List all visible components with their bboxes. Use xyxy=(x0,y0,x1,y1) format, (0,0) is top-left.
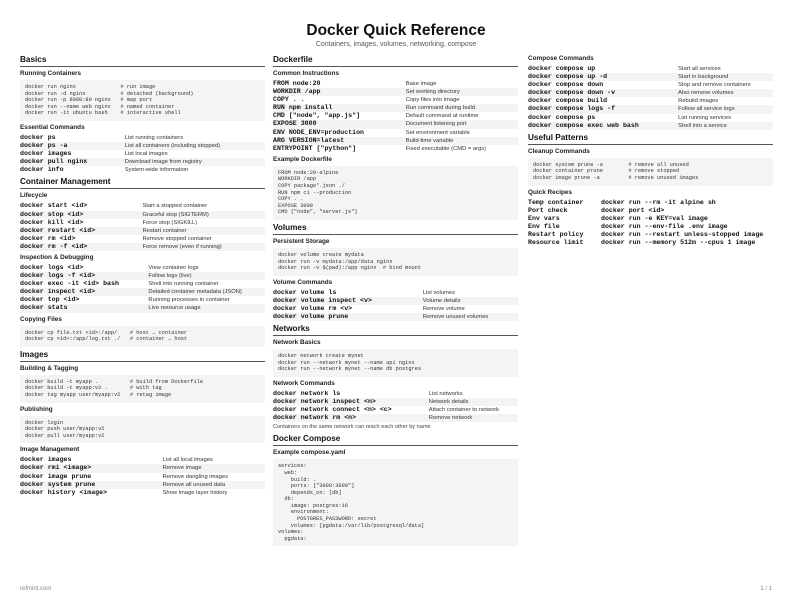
command-row xyxy=(528,105,773,113)
command-description: Graceful stop (SIGTERM) xyxy=(142,211,265,219)
command-description: Document listening port xyxy=(406,120,518,128)
subsection-title: Running Containers xyxy=(20,70,82,77)
subsection-title: Quick Recipes xyxy=(528,188,573,196)
section-networks xyxy=(273,324,518,431)
command-text: docker info xyxy=(20,166,64,174)
command-row xyxy=(273,112,518,120)
command-text: docker rm -f <id> xyxy=(20,243,142,251)
code-block: docker cp file.txt <id>:/app/ # host → container docker cp <id>:/app/log.txt ./ # container → host xyxy=(20,326,265,347)
command-text: docker rmi <image> xyxy=(20,464,163,472)
recipe-row xyxy=(528,207,773,215)
command-text: docker ps xyxy=(20,133,56,141)
subsection-title: Inspection & Debugging xyxy=(20,254,94,261)
command-text: docker network ls xyxy=(273,389,341,397)
command-text: docker rm <id> xyxy=(20,234,76,242)
command-description: Force remove (even if running) xyxy=(142,243,265,251)
command-text: docker inspect <id> xyxy=(20,288,148,296)
recipe-label: Resource limit xyxy=(528,239,584,246)
command-row xyxy=(273,297,518,305)
subsection-title: Persistent Storage xyxy=(273,238,330,245)
command-text: docker volume prune xyxy=(273,313,423,321)
code-block: docker run nginx # run image docker run -d nginx # detached (background) docker run -p 8080:80 nginx # map port docker run --name web nginx # named container docker run -it ubuntu bash # interactive shell xyxy=(20,80,265,121)
section-container-management xyxy=(20,177,265,346)
command-text: ENTRYPOINT ["python"] xyxy=(273,144,357,152)
command-row xyxy=(20,150,265,158)
recipe-row xyxy=(528,239,773,247)
command-description: Volume details xyxy=(423,297,518,305)
recipe-label: Port check xyxy=(528,206,568,214)
section-useful-patterns xyxy=(528,133,773,247)
command-row xyxy=(20,158,265,166)
command-row xyxy=(20,464,265,472)
recipe-command: docker run --memory 512m --cpus 1 image xyxy=(601,239,756,246)
command-row xyxy=(20,272,265,280)
subsection-title: Example Dockerfile xyxy=(273,155,332,163)
command-text: RUN npm install xyxy=(273,104,406,112)
code-block: docker volume create mydata docker run -v mydata:/app/data nginx docker run -v $(pwd):/app nginx # bind mount xyxy=(273,248,518,276)
command-row xyxy=(20,481,265,489)
recipe-row xyxy=(528,199,773,207)
command-description: List running containers xyxy=(124,134,184,141)
code-block: docker system prune -a # remove all unused docker container prune # remove stopped docker image prune -a # remove unused images xyxy=(528,158,773,186)
command-row xyxy=(273,289,518,297)
page-title: Docker Quick Reference xyxy=(306,22,486,39)
command-row xyxy=(20,489,265,497)
command-text: docker ps -a xyxy=(20,142,125,150)
command-description: Attach container to network xyxy=(428,407,500,414)
column-left xyxy=(20,55,265,500)
command-row xyxy=(273,305,518,313)
command-table xyxy=(273,390,518,422)
subsection-title: Essential Commands xyxy=(20,123,85,131)
command-text: ARG VERSION=latest xyxy=(273,137,406,145)
command-description: List all local images xyxy=(162,457,213,464)
command-table xyxy=(20,264,265,313)
command-text: docker compose build xyxy=(528,97,608,105)
command-text: docker image prune xyxy=(20,472,92,480)
command-row xyxy=(20,296,265,304)
command-description: Also remove volumes xyxy=(678,89,773,97)
command-description: Network details xyxy=(429,398,518,406)
subsection-title: Common Instructions xyxy=(273,70,340,77)
section-title: Networks xyxy=(273,324,518,336)
section-compose-commands xyxy=(528,55,773,130)
page-subtitle: Containers, images, volumes, networking, compose xyxy=(315,41,477,48)
command-row xyxy=(20,219,265,227)
command-text: docker system prune xyxy=(20,481,163,489)
command-text: docker history <image> xyxy=(20,488,108,496)
command-text: docker volume inspect <v> xyxy=(273,297,423,305)
command-row xyxy=(20,235,265,243)
code-block: docker build -t myapp . # build from Dockerfile docker build -t myapp:v2 . # with tag docker tag myapp user/myapp:v2 # retag image xyxy=(20,375,265,403)
command-row xyxy=(273,129,518,137)
footer-page-number: 1 / 1 xyxy=(760,586,772,592)
command-table xyxy=(20,202,265,251)
command-description: List volumes xyxy=(422,289,455,296)
command-text: FROM node:20 xyxy=(273,80,321,87)
command-text: docker network connect <n> <c> xyxy=(273,406,392,414)
command-row xyxy=(528,97,773,105)
command-description: Remove image xyxy=(163,464,265,472)
command-row xyxy=(20,227,265,235)
command-description: Follow all service logs xyxy=(678,105,773,113)
command-description: Shell into a service xyxy=(678,122,773,130)
command-row xyxy=(273,80,518,88)
command-description: Start all services xyxy=(678,66,721,72)
command-description: Fixed executable (CMD = args) xyxy=(405,145,487,152)
command-description: Download image from registry xyxy=(125,158,265,166)
command-table xyxy=(528,65,773,130)
footer-site: refmint.com xyxy=(20,586,52,592)
command-row xyxy=(20,134,265,142)
command-row xyxy=(273,96,518,104)
command-description: List local images xyxy=(124,151,168,158)
command-text: docker volume ls xyxy=(273,288,337,296)
subsection-title: Publishing xyxy=(20,405,53,413)
recipe-command: docker run -e KEY=val image xyxy=(601,214,708,222)
section-title: Basics xyxy=(20,55,265,67)
command-row xyxy=(528,122,773,130)
command-text: docker kill <id> xyxy=(20,218,84,226)
command-row xyxy=(528,89,773,97)
recipe-row xyxy=(528,231,773,239)
subsection-title: Example compose.yaml xyxy=(273,449,346,457)
command-text: COPY . . xyxy=(273,96,305,104)
command-table xyxy=(20,134,265,174)
recipe-label: Temp container xyxy=(528,198,584,206)
command-text: docker volume rm <v> xyxy=(273,304,353,312)
recipe-command: docker run --restart unless-stopped image xyxy=(601,230,764,238)
subsection-title: Lifecycle xyxy=(20,192,48,200)
command-row xyxy=(273,88,518,96)
recipe-command: docker run --env-file .env image xyxy=(601,222,728,230)
command-description: Remove stopped container xyxy=(142,235,212,242)
code-block: services: web: build: . ports: ["3000:3000"] depends_on: [db] db: image: postgres:16 environment: POSTGRES_PASSWORD: secret volumes: [pgdata:/var/lib/postgresql/data] volumes: pgdata: xyxy=(273,459,518,546)
command-description: Stop and remove containers xyxy=(678,82,751,89)
command-description: System-wide information xyxy=(124,167,189,174)
command-row xyxy=(273,120,518,128)
command-row xyxy=(20,264,265,272)
command-row xyxy=(273,406,518,414)
command-description: Show image layer history xyxy=(162,489,228,496)
subsection-title: Building & Tagging xyxy=(20,364,79,372)
command-text: CMD ["node", "app.js"] xyxy=(273,112,361,120)
recipe-row xyxy=(528,223,773,231)
command-description: Force stop (SIGKILL) xyxy=(142,219,198,226)
command-text: docker compose exec web bash xyxy=(528,122,678,130)
command-description: Shell into running container xyxy=(148,281,219,288)
recipe-row xyxy=(528,215,773,223)
command-text: docker compose down xyxy=(528,81,604,89)
command-row xyxy=(20,473,265,481)
section-title: Dockerfile xyxy=(273,55,518,67)
command-description: Start a stopped container xyxy=(142,203,208,210)
command-row xyxy=(273,398,518,406)
command-text: docker images xyxy=(20,150,72,158)
command-description: Live resource usage xyxy=(148,304,265,312)
network-note: Containers on the same network can reach each other by name xyxy=(273,424,431,431)
command-text: docker pull nginx xyxy=(20,158,125,166)
command-description: List all containers (including stopped) xyxy=(125,142,265,150)
command-description: Build-time variable xyxy=(406,137,518,145)
section-dockerfile xyxy=(273,55,518,220)
section-title: Useful Patterns xyxy=(528,133,773,145)
command-row xyxy=(20,304,265,312)
command-description: Rebuild images xyxy=(678,98,719,105)
command-text: docker restart <id> xyxy=(20,227,142,235)
command-description: Restart container xyxy=(142,227,265,235)
command-description: Follow logs (live) xyxy=(148,272,265,280)
column-middle xyxy=(273,55,518,549)
section-title: Docker Compose xyxy=(273,434,518,446)
recipe-command: docker port <id> xyxy=(601,206,665,214)
command-description: Remove all unused data xyxy=(163,481,265,489)
command-text: ENV NODE_ENV=production xyxy=(273,128,365,136)
section-title: Volumes xyxy=(273,223,518,235)
code-block: docker login docker push user/myapp:v2 docker pull user/myapp:v2 xyxy=(20,416,265,444)
code-block: docker network create mynet docker run --network mynet --name api nginx docker run --network mynet --name db postgres xyxy=(273,349,518,377)
command-table xyxy=(273,289,518,321)
subsection-title: Network Basics xyxy=(273,339,321,347)
command-row xyxy=(273,390,518,398)
command-description: Default command at runtime xyxy=(405,113,479,120)
command-description: Run command during build xyxy=(406,104,518,112)
command-row xyxy=(20,166,265,174)
section-basics xyxy=(20,55,265,174)
subsection-title: Network Commands xyxy=(273,379,335,387)
command-text: docker exec -it <id> bash xyxy=(20,280,119,288)
command-description: List running services xyxy=(678,114,731,121)
section-compose xyxy=(273,434,518,546)
command-row xyxy=(20,142,265,150)
command-text: docker stop <id> xyxy=(20,211,142,219)
command-row xyxy=(20,211,265,219)
command-description: Remove network xyxy=(429,414,518,422)
command-text: docker compose up xyxy=(528,65,596,72)
command-text: docker compose ps xyxy=(528,113,596,121)
command-text: docker logs <id> xyxy=(20,264,84,271)
command-text: docker start <id> xyxy=(20,202,88,210)
command-row xyxy=(273,145,518,153)
command-description: Remove unused volumes xyxy=(423,313,518,321)
section-images xyxy=(20,350,265,497)
command-row xyxy=(528,114,773,122)
subsection-title: Image Management xyxy=(20,446,80,454)
command-text: EXPOSE 3000 xyxy=(273,120,406,128)
command-text: docker stats xyxy=(20,304,148,312)
command-text: docker network inspect <n> xyxy=(273,398,429,406)
section-title: Images xyxy=(20,350,265,362)
command-description: List networks xyxy=(428,390,463,397)
command-text: docker compose logs -f xyxy=(528,105,678,113)
command-row xyxy=(528,81,773,89)
subsection-title: Volume Commands xyxy=(273,278,333,286)
command-description: Copy files into image xyxy=(405,97,460,104)
command-row xyxy=(20,280,265,288)
command-text: docker logs -f <id> xyxy=(20,272,148,280)
recipe-label: Restart policy xyxy=(528,230,584,238)
recipes-table xyxy=(528,199,773,248)
command-description: Start in background xyxy=(678,73,773,81)
code-block: FROM node:20-alpine WORKDIR /app COPY package*.json ./ RUN npm ci --production COPY . . EXPOSE 3000 CMD ["node", "server.js"] xyxy=(273,166,518,220)
recipe-command: docker run --rm -it alpine sh xyxy=(601,198,716,206)
command-text: docker top <id> xyxy=(20,296,80,304)
command-row xyxy=(273,104,518,112)
command-text: docker compose down -v xyxy=(528,89,678,97)
section-volumes xyxy=(273,223,518,321)
command-description: Remove volume xyxy=(422,305,465,312)
command-description: Running processes in container xyxy=(148,297,230,304)
command-description: View container logs xyxy=(148,265,199,271)
subsection-title: Compose Commands xyxy=(528,55,594,62)
recipe-label: Env file xyxy=(528,222,560,230)
command-row xyxy=(273,414,518,422)
column-right xyxy=(528,55,773,250)
page-header xyxy=(0,22,792,49)
command-table xyxy=(273,80,518,153)
command-description: Remove dangling images xyxy=(162,473,228,480)
command-text: docker network rm <n> xyxy=(273,414,429,422)
command-row xyxy=(20,202,265,210)
command-row xyxy=(273,137,518,145)
section-title: Container Management xyxy=(20,177,265,189)
command-row xyxy=(20,288,265,296)
command-description: Detailed container metadata (JSON) xyxy=(148,288,265,296)
command-row xyxy=(273,313,518,321)
command-row xyxy=(20,456,265,464)
command-row xyxy=(528,65,773,73)
command-text: docker images xyxy=(20,456,72,464)
command-table xyxy=(20,456,265,496)
recipe-label: Env vars xyxy=(528,214,560,222)
command-text: WORKDIR /app xyxy=(273,88,406,96)
command-text: docker compose up -d xyxy=(528,73,678,81)
command-row xyxy=(528,73,773,81)
subsection-title: Copying Files xyxy=(20,315,62,323)
command-description: Set working directory xyxy=(406,88,518,96)
command-row xyxy=(20,243,265,251)
command-description: Set environment variable xyxy=(405,129,470,136)
command-description: Base image xyxy=(405,81,437,87)
subsection-title: Cleanup Commands xyxy=(528,147,590,155)
